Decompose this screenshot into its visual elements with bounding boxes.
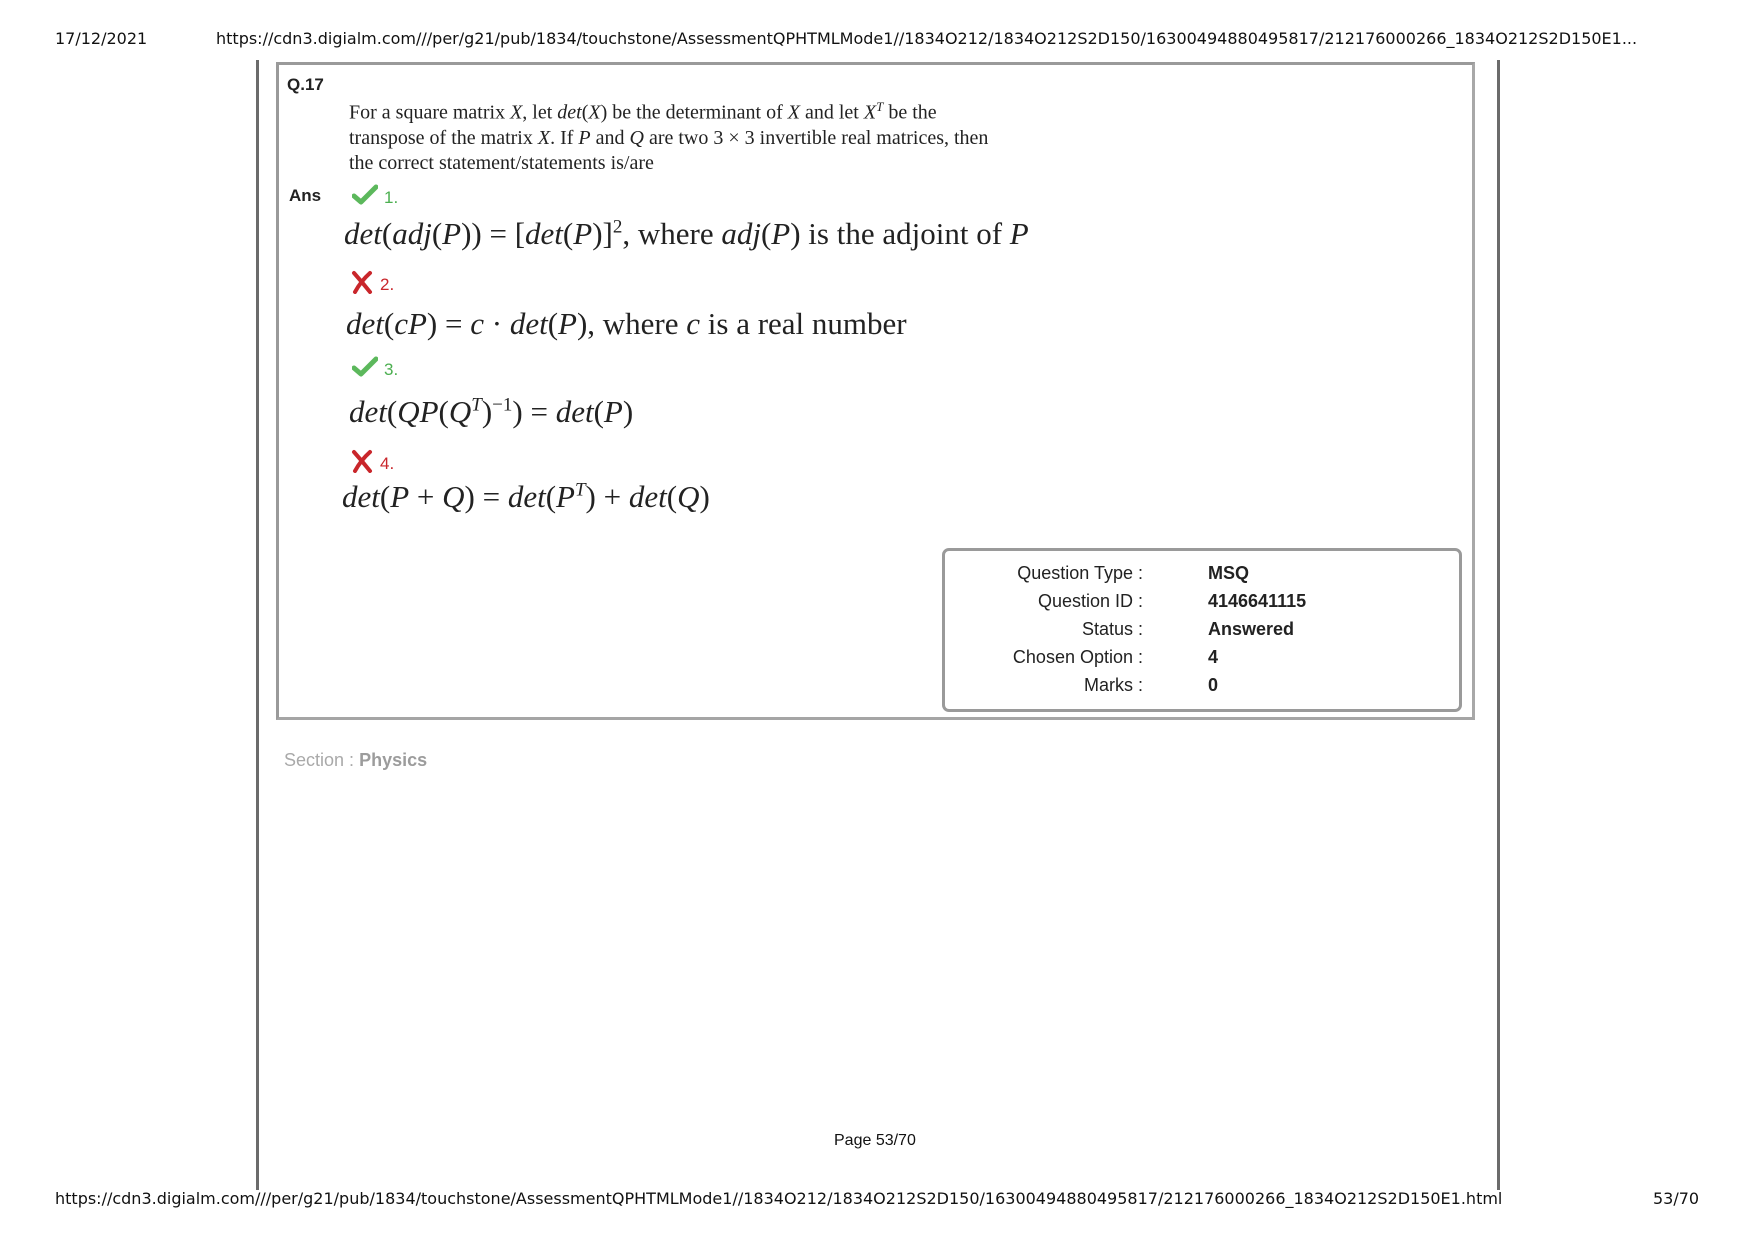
print-date: 17/12/2021 bbox=[55, 29, 148, 48]
info-value: Answered bbox=[1208, 619, 1295, 639]
check-icon bbox=[352, 184, 378, 211]
info-value: 0 bbox=[1208, 675, 1219, 695]
section-label bbox=[284, 750, 427, 771]
question-line-3: the correct statement/statements is/are bbox=[349, 151, 654, 174]
info-label: Status : bbox=[1081, 619, 1143, 639]
option-2-marker bbox=[350, 270, 394, 299]
option-2-number: 2. bbox=[380, 274, 395, 294]
question-line-1: For a square matrix X, let det(X) be the determinant of X and let $X^T$ be the bbox=[349, 99, 937, 124]
question-line-2: transpose of the matrix X. If P and Q are two 3 × 3 invertible real matrices, then bbox=[349, 126, 989, 149]
info-label: Chosen Option : bbox=[1012, 647, 1143, 667]
info-label: Question ID : bbox=[1037, 591, 1143, 611]
question-text bbox=[349, 94, 1099, 176]
info-row-status bbox=[945, 619, 1465, 647]
info-row-marks bbox=[945, 675, 1465, 703]
info-label: Marks : bbox=[1083, 675, 1143, 695]
cross-icon bbox=[350, 270, 374, 299]
info-label: Question Type : bbox=[1017, 563, 1143, 583]
question-info-panel bbox=[942, 548, 1462, 712]
option-1-number: 1. bbox=[384, 187, 399, 207]
info-value: MSQ bbox=[1208, 563, 1250, 583]
option-4-marker bbox=[350, 449, 394, 478]
section-name: Physics bbox=[359, 750, 428, 770]
print-url: https://cdn3.digialm.com///per/g21/pub/1834/touchstone/AssessmentQPHTMLMode1//1834O212/1834O212S2D150/16300494880495817/212176000266_1834O212S2D150E1... bbox=[216, 29, 1638, 48]
option-1-marker bbox=[352, 184, 398, 211]
right-page-rule bbox=[1497, 60, 1500, 1190]
option-4-text: $\det(P + Q) = \det(P^T) + \det(Q)$ bbox=[342, 479, 710, 514]
footer-page-count: 53/70 bbox=[1653, 1189, 1700, 1208]
info-row-question-id bbox=[945, 591, 1465, 619]
question-number: Q.17 bbox=[287, 75, 324, 94]
option-4-number: 4. bbox=[380, 453, 395, 473]
footer-url: https://cdn3.digialm.com///per/g21/pub/1834/touchstone/AssessmentQPHTMLMode1//1834O212/1834O212S2D150/16300494880495817/212176000266_1834O212S2D150E1.html bbox=[55, 1189, 1503, 1208]
info-row-chosen-option bbox=[945, 647, 1465, 675]
page-indicator: Page 53/70 bbox=[834, 1132, 916, 1149]
section-prefix: Section : bbox=[284, 750, 355, 770]
check-icon bbox=[352, 356, 378, 383]
cross-icon bbox=[350, 449, 374, 478]
option-1-text: $\det(adj(P)) = [\det(P)]^2$, where adj(P) is the adjoint of P bbox=[344, 216, 1029, 251]
option-3-marker bbox=[352, 356, 398, 383]
option-2-text: det(cP) = c · det(P), where c is a real number bbox=[346, 306, 907, 341]
info-value: 4 bbox=[1208, 647, 1219, 667]
left-page-rule bbox=[256, 60, 259, 1190]
info-row-question-type bbox=[945, 563, 1465, 591]
ans-label: Ans bbox=[289, 186, 322, 205]
option-3-text: $\det(QP(Q^T)^{-1}) = \det(P)$ bbox=[349, 394, 634, 429]
info-value: 4146641115 bbox=[1208, 591, 1307, 611]
option-3-number: 3. bbox=[384, 359, 399, 379]
